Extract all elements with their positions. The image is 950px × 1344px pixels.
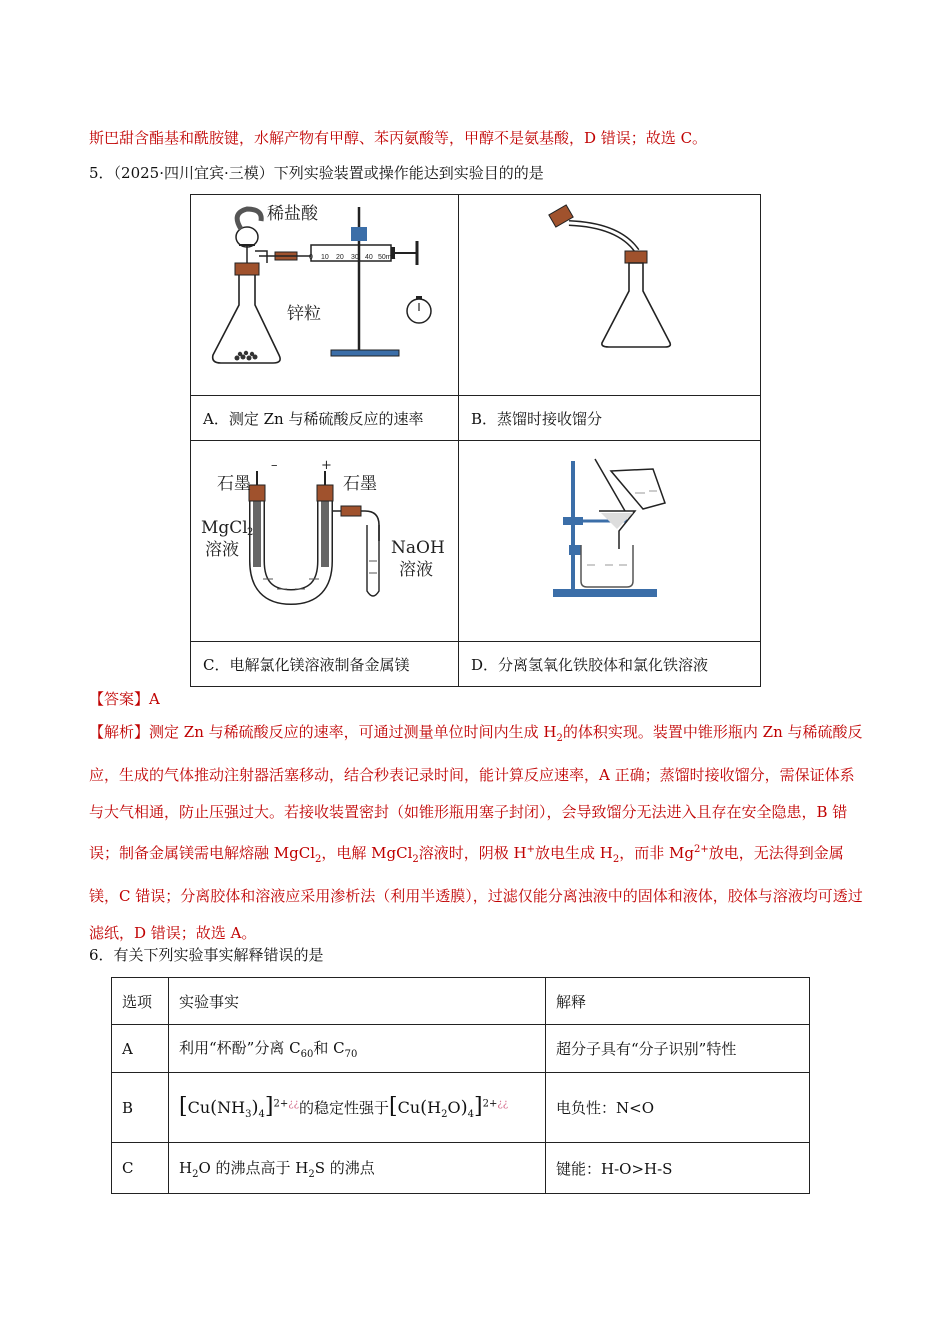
analysis-label: 【解析】 [89, 723, 150, 741]
scale-tick-20: 20 [336, 254, 344, 261]
scale-tick-30: 30 [351, 254, 359, 261]
analysis-part-6: ，而非 Mg [619, 844, 694, 862]
header-explanation: 解释 [546, 978, 810, 1025]
label-anode-plus: + [321, 458, 332, 473]
option-a-caption: A．测定 Zn 与稀硫酸反应的速率 [191, 396, 459, 441]
header-option: 选项 [112, 978, 169, 1025]
row-b-glyph-2: ¿¿ [497, 1099, 509, 1111]
analysis-part-1: 测定 Zn 与稀硫酸反应的速率，可通过测量单位时间内生成 H [149, 723, 557, 741]
option-c-caption: C．电解氯化镁溶液制备金属镁 [191, 642, 459, 687]
analysis-sub-2: 2 [315, 854, 322, 865]
analysis-sub-1: 2 [556, 733, 563, 744]
row-b-mid: 的稳定性强于 [298, 1099, 389, 1118]
table-row [112, 1073, 810, 1143]
row-a-fact-text: 利用“杯酚”分离 C [179, 1039, 301, 1057]
q5-options-table [190, 194, 761, 687]
analysis-part-2: 的体积实现。装置中锥形瓶内 Zn 与稀硫酸反应，生成的气体推动注射器活塞移动，结合秒表记录时间，能计算反应速率，A 正确；蒸馏时接收馏分，需保证体系与大气相通，防止压强过大。若接收装置密封（如锥形瓶用塞子封闭），会导致馏分无法进入且存在安全隐患，B 错误；制备金属镁需电解熔融 MgCl [89, 723, 863, 862]
label-graphite-left: 石墨 [217, 474, 251, 494]
row-c-h2s-sub: 2 [308, 1168, 315, 1180]
analysis-sub-3: 2 [412, 854, 419, 865]
row-b-h: H [427, 1098, 442, 1118]
option-d-caption: D．分离氢氧化铁胶体和氯化铁溶液 [459, 642, 761, 687]
row-a-explanation: 超分子具有“分子识别”特性 [546, 1025, 810, 1073]
row-b-charge-1: 2+ [273, 1099, 289, 1111]
q5-analysis [89, 714, 864, 952]
figure-c-cell [191, 441, 459, 642]
row-c-fact-mid: O 的沸点高于 H [198, 1158, 309, 1177]
label-mgcl2-solution: 溶液 [205, 540, 239, 560]
row-b-count-1: 4 [258, 1109, 265, 1121]
label-dilute-acid: 稀盐酸 [267, 204, 318, 224]
analysis-sup-4: + [526, 844, 536, 855]
electrolysis-apparatus [191, 441, 458, 637]
row-a-option: A [112, 1025, 169, 1073]
row-a-c60-sub: 60 [300, 1049, 314, 1060]
figure-b-cell [459, 195, 761, 396]
label-graphite-right: 石墨 [343, 474, 377, 494]
question-6-stem: 6．有关下列实验事实解释错误的是 [89, 946, 324, 964]
row-c-explanation: 键能：H-O>H-S [546, 1143, 810, 1194]
distillation-receiver [459, 195, 760, 391]
row-b-h2o-sub: 2 [441, 1109, 448, 1121]
row-b-nh3: NH [217, 1098, 246, 1118]
row-b-option: B [112, 1073, 169, 1143]
analysis-part-7: 放电，无法得到金属镁，C 错误；分离胶体和溶液应采用渗析法（利用半透膜），过滤仅能分离浊液中的固体和液体，胶体与溶液均可透过滤纸，D 错误；故选 A。 [89, 844, 863, 942]
analysis-part-3: ，电解 MgCl [321, 844, 413, 862]
row-b-count-2: 4 [467, 1109, 475, 1121]
header-fact: 实验事实 [169, 978, 546, 1025]
scale-tick-0: 0 [309, 254, 313, 261]
filtration-apparatus [459, 441, 760, 637]
row-b-glyph-1: ¿¿ [288, 1099, 299, 1111]
label-mgcl2-subscript: 2 [247, 527, 254, 538]
row-c-fact [169, 1143, 546, 1194]
row-b-cu-1: Cu [187, 1098, 211, 1118]
row-c-fact-end: S 的沸点 [314, 1158, 375, 1177]
row-b-fact: $[Cu(NH_3)_4]^{2+¿¿}$的稳定性强于$[Cu(H_2O)_4]^{2+¿¿}$ [169, 1073, 546, 1143]
figure-a-cell [191, 195, 459, 396]
analysis-part-4: 溶液时，阴极 H [418, 844, 527, 862]
row-a-fact [169, 1025, 546, 1073]
label-naoh-solution: 溶液 [399, 560, 433, 580]
row-c-h: H [179, 1158, 193, 1177]
analysis-sub-5: 2 [612, 854, 620, 865]
row-b-charge-2: 2+ [482, 1099, 498, 1111]
label-mgcl2: MgCl [201, 518, 248, 538]
row-a-c70-sub: 70 [344, 1049, 358, 1060]
analysis-sup-6: 2+ [694, 844, 709, 855]
scale-tick-40: 40 [365, 254, 373, 261]
scale-tick-50: 50mL [378, 254, 396, 261]
row-c-option: C [112, 1143, 169, 1194]
row-b-o: O [447, 1098, 461, 1118]
q5-answer: 【答案】A [89, 690, 160, 708]
row-b-nh3-sub: 3 [245, 1109, 252, 1121]
option-b-caption: B．蒸馏时接收馏分 [459, 396, 761, 441]
table-row [112, 1025, 810, 1073]
label-cathode-minus: – [271, 458, 278, 473]
table-row [112, 1143, 810, 1194]
row-c-h2o-sub: 2 [192, 1168, 199, 1180]
analysis-part-5: 放电生成 H [535, 844, 613, 862]
label-naoh: NaOH [391, 538, 445, 558]
row-b-explanation: 电负性：N<O [546, 1073, 810, 1143]
row-b-cu-2: Cu [397, 1098, 421, 1118]
question-5-stem: 5．（2025·四川宜宾·三模）下列实验装置或操作能达到实验目的的是 [89, 164, 544, 182]
figure-d-cell [459, 441, 761, 642]
label-zinc-granules: 锌粒 [287, 304, 321, 324]
scale-tick-10: 10 [321, 254, 329, 261]
q6-table [111, 977, 810, 1194]
intro-line: 斯巴甜含酯基和酰胺键，水解产物有甲醇、苯丙氨酸等，甲醇不是氨基酸，D 错误；故选 C。 [89, 129, 708, 147]
row-a-fact-mid: 和 C [313, 1039, 345, 1057]
zinc-rate-apparatus [191, 195, 458, 391]
